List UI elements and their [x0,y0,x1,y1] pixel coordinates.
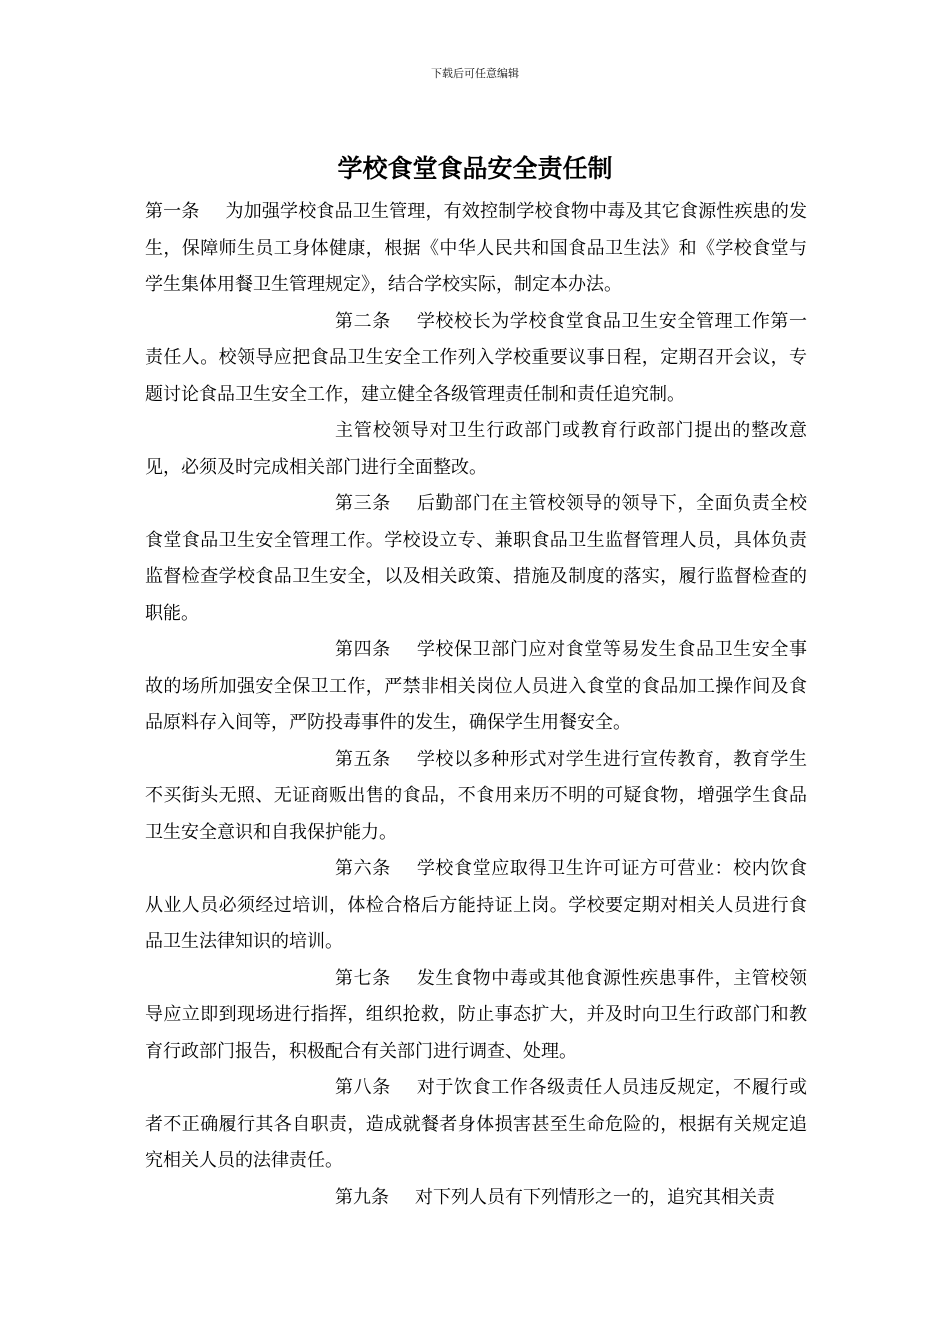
article-6-paragraph [145,851,807,961]
article-number: 第五条 [335,748,391,770]
article-text: 主管校领导对卫生行政部门或教育行政部门提出的整改意见，必须及时完成相关部门进行全面整改。 [145,420,807,478]
article-7-paragraph [145,961,807,1071]
article-5-paragraph [145,742,807,852]
header-note: 下载后可任意编辑 [431,67,519,80]
document-body [145,194,807,1216]
article-text: 学校以多种形式对学生进行宣传教育，教育学生不买街头无照、无证商贩出售的食品，不食用来历不明的可疑食物，增强学生食品卫生安全意识和自我保护能力。 [145,748,807,843]
article-4-paragraph [145,632,807,742]
article-number: 第七条 [335,967,391,989]
article-text: 为加强学校食品卫生管理，有效控制学校食物中毒及其它食源性疾患的发生，保障师生员工身体健康，根据《中华人民共和国食品卫生法》和《学校食堂与学生集体用餐卫生管理规定》，结合学校实际，制定本办法。 [145,201,807,295]
article-text: 发生食物中毒或其他食源性疾患事件，主管校领导应立即到现场进行指挥，组织抢救，防止事态扩大，并及时向卫生行政部门和教育行政部门报告，积极配合有关部门进行调查、处理。 [145,967,807,1062]
article-number: 第九条 [335,1186,389,1208]
article-number: 第四条 [335,639,391,660]
article-8-paragraph [145,1070,807,1180]
article-2-supplement-paragraph [145,413,807,486]
article-2-paragraph [145,304,807,414]
article-number: 第一条 [145,201,200,222]
article-1-paragraph [145,194,807,304]
article-number: 第二条 [335,310,391,332]
article-number: 第六条 [335,858,391,879]
article-text: 学校校长为学校食堂食品卫生安全管理工作第一责任人。校领导应把食品卫生安全工作列入学校重要议事日程，定期召开会议，专题讨论食品卫生安全工作，建立健全各级管理责任制和责任追究制。 [145,310,807,405]
article-text: 后勤部门在主管校领导的领导下，全面负责全校食堂食品卫生安全管理工作。学校设立专、兼职食品卫生监督管理人员，具体负责监督检查学校食品卫生安全，以及相关政策、措施及制度的落实，履行监督检查的职能。 [145,493,807,624]
article-3-paragraph [145,486,807,632]
document-title: 学校食堂食品安全责任制 [337,154,613,183]
article-9-paragraph [145,1180,807,1217]
article-text: 对下列人员有下列情形之一的，追究其相关责 [415,1186,775,1208]
article-text: 对于饮食工作各级责任人员违反规定，不履行或者不正确履行其各自职责，造成就餐者身体损害甚至生命危险的，根据有关规定追究相关人员的法律责任。 [145,1077,807,1171]
article-number: 第八条 [335,1077,391,1098]
article-text: 学校食堂应取得卫生许可证方可营业：校内饮食从业人员必须经过培训，体检合格后方能持证上岗。学校要定期对相关人员进行食品卫生法律知识的培训。 [145,858,807,952]
article-number: 第三条 [335,493,391,514]
article-text: 学校保卫部门应对食堂等易发生食品卫生安全事故的场所加强安全保卫工作，严禁非相关岗位人员进入食堂的食品加工操作间及食品原料存入间等，严防投毒事件的发生，确保学生用餐安全。 [145,639,807,733]
